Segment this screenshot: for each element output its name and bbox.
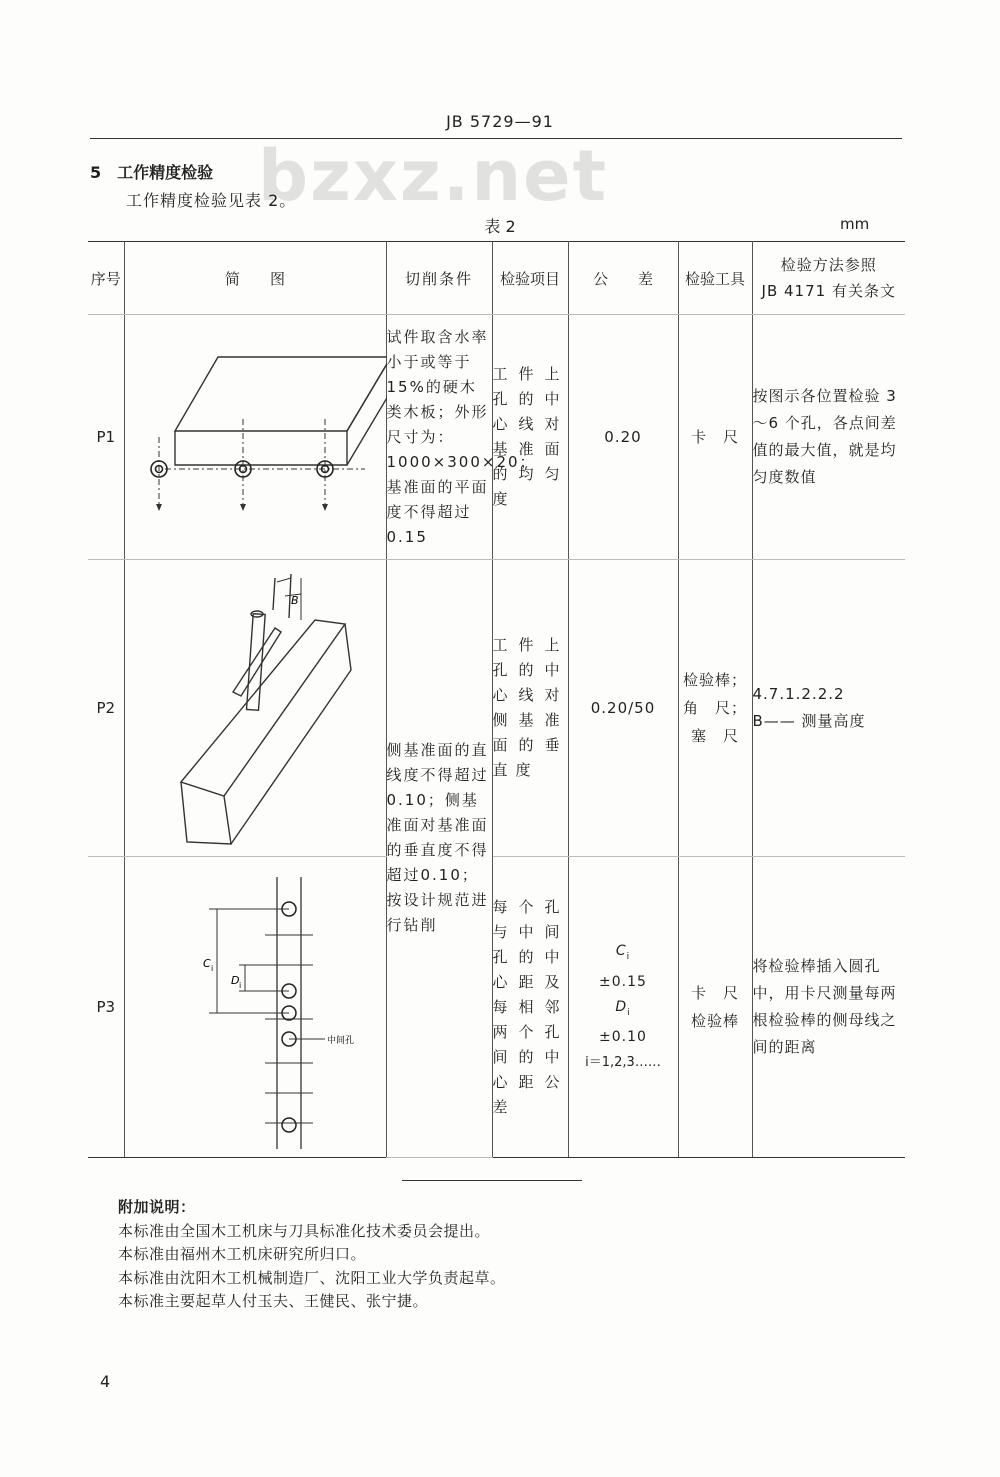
cutting-condition-p1: 试件取含水率小于或等于 15%的硬木类木板；外形尺寸为：1000×300×20；基准面的平面度不得超过 0.15 bbox=[386, 315, 492, 560]
tool-p2-line3: 塞 尺 bbox=[690, 727, 739, 745]
additional-notes bbox=[118, 1196, 506, 1314]
section-title: 5 工作精度检验 bbox=[90, 163, 214, 182]
row-no: P2 bbox=[88, 560, 124, 857]
method-p3: 将检验棒插入圆孔中，用卡尺测量每两根检验棒的侧母线之间的距离 bbox=[752, 857, 905, 1158]
label-c: C bbox=[202, 957, 211, 970]
standard-number: JB 5729—91 bbox=[446, 112, 554, 131]
col-cutting: 切削条件 bbox=[386, 242, 492, 315]
table-row bbox=[88, 560, 905, 857]
diagram-p1 bbox=[124, 315, 386, 560]
table-row bbox=[88, 857, 905, 1158]
label-d-sub: i bbox=[238, 981, 241, 990]
tolerance-p1: 0.20 bbox=[568, 315, 678, 560]
tool-p2 bbox=[678, 560, 752, 857]
tol-d-sub: i bbox=[627, 1007, 631, 1018]
col-tool: 检验工具 bbox=[678, 242, 752, 315]
tol-c: C bbox=[615, 942, 627, 959]
tol-d-value: ±0.10 bbox=[599, 1029, 647, 1046]
label-middle-hole: 中间孔 bbox=[326, 1036, 354, 1046]
tolerance-p2: 0.20/50 bbox=[568, 560, 678, 857]
col-item: 检验项目 bbox=[492, 242, 568, 315]
row-no: P3 bbox=[88, 857, 124, 1158]
tol-c-value: ±0.15 bbox=[599, 973, 647, 990]
notes-separator bbox=[402, 1180, 582, 1181]
tol-index: i＝1,2,3…… bbox=[585, 1055, 661, 1071]
col-tolerance: 公 差 bbox=[568, 242, 678, 315]
tol-c-sub: i bbox=[626, 951, 631, 962]
method-p2-line1: 4.7.1.2.2.2 bbox=[752, 685, 845, 703]
col-method bbox=[752, 242, 905, 315]
inspection-item-p1: 工件上孔的中心线对基准面的均匀度 bbox=[492, 315, 568, 560]
section-intro: 工作精度检验见表 2。 bbox=[126, 191, 297, 210]
workpiece-board-diagram bbox=[125, 315, 387, 555]
label-b: B bbox=[290, 594, 299, 607]
notes-line: 本标准由沈阳木工机械制造厂、沈阳工业大学负责起草。 bbox=[118, 1268, 506, 1287]
tool-p3-line1: 卡 尺 bbox=[690, 984, 739, 1002]
tool-p2-line2: 角 尺； bbox=[682, 699, 747, 717]
tool-p1: 卡 尺 bbox=[678, 315, 752, 560]
tool-p3 bbox=[678, 857, 752, 1158]
table-header-row bbox=[88, 242, 905, 315]
notes-line: 本标准主要起草人付玉夫、王健民、张宁捷。 bbox=[118, 1292, 429, 1310]
table-unit: mm bbox=[840, 215, 870, 233]
col-method-line2: JB 4171 有关条文 bbox=[761, 282, 896, 300]
diagram-p3 bbox=[124, 857, 386, 1158]
tolerance-p3 bbox=[568, 857, 678, 1158]
notes-line: 本标准由福州木工机床研究所归口。 bbox=[118, 1245, 367, 1263]
tool-p2-line1: 检验棒； bbox=[682, 671, 747, 689]
col-diagram: 简 图 bbox=[124, 242, 386, 315]
accuracy-table bbox=[88, 241, 905, 1158]
inspection-item-p3: 每个孔与中间孔的中心距及每相邻两个孔间的中心距公差 bbox=[492, 857, 568, 1158]
cutting-condition-p2-p3: 侧基准面的直线度不得超过0.10；侧基准面对基准面的垂直度不得超过0.10；按设计规范进行钻削 bbox=[386, 560, 492, 1158]
page-number: 4 bbox=[100, 1372, 111, 1391]
method-p1: 按图示各位置检验 3～6 个孔，各点间差值的最大值，就是均匀度数值 bbox=[752, 315, 905, 560]
table-row bbox=[88, 315, 905, 560]
row-no: P1 bbox=[88, 315, 124, 560]
table-caption: 表 2 bbox=[484, 217, 516, 236]
hole-spacing-diagram bbox=[125, 857, 387, 1153]
notes-title: 附加说明： bbox=[118, 1198, 196, 1216]
label-d: D bbox=[230, 974, 239, 987]
inspection-item-p2: 工件上孔的中心线对侧基准面的垂直度 bbox=[492, 560, 568, 857]
label-c-sub: i bbox=[210, 964, 213, 973]
col-method-line1: 检验方法参照 bbox=[780, 256, 877, 274]
header-rule bbox=[90, 138, 902, 139]
watermark: bzxz.net bbox=[258, 135, 609, 217]
col-no: 序号 bbox=[88, 242, 124, 315]
tol-d: D bbox=[615, 998, 628, 1015]
method-p2-line2: B—— 测量高度 bbox=[752, 712, 866, 730]
method-p2 bbox=[752, 560, 905, 857]
perpendicular-check-diagram bbox=[125, 560, 387, 852]
diagram-p2 bbox=[124, 560, 386, 857]
tool-p3-line2: 检验棒 bbox=[690, 1012, 739, 1030]
notes-line: 本标准由全国木工机床与刀具标准化技术委员会提出。 bbox=[118, 1221, 491, 1240]
